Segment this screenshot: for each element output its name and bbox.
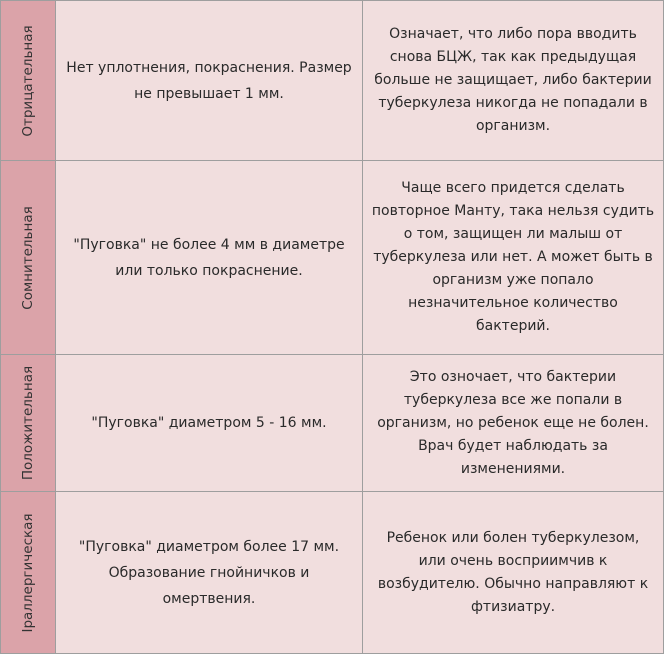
reaction-meaning: Чаще всего придется сделать повторное Манту, така нельзя судить о том, защищен ли малыш от туберкулеза или нет. А может быть в организм уже попало незначительное количество бактерий.	[363, 161, 664, 355]
table-row	[1, 1, 664, 161]
result-type-label: Іраллергическая	[20, 512, 36, 633]
result-type-cell	[1, 1, 56, 161]
reaction-description: "Пуговка" диаметром 5 - 16 мм.	[56, 355, 363, 492]
result-type-cell	[1, 355, 56, 492]
reaction-description: "Пуговка" диаметром более 17 мм. Образование гнойничков и омертвения.	[56, 492, 363, 654]
reaction-meaning: Ребенок или болен туберкулезом, или очень восприимчив к возбудителю. Обычно направляют к фтизиатру.	[363, 492, 664, 654]
result-type-label: Положительная	[20, 365, 36, 481]
result-type-cell	[1, 492, 56, 654]
reaction-meaning: Означает, что либо пора вводить снова БЦЖ, так как предыдущая больше не защищает, либо бактерии туберкулеза никогда не попадали в организм.	[363, 1, 664, 161]
result-type-cell	[1, 161, 56, 355]
table-row	[1, 492, 664, 654]
table-row	[1, 355, 664, 492]
reaction-description: "Пуговка" не более 4 мм в диаметре или только покраснение.	[56, 161, 363, 355]
result-type-label: Сомнительная	[20, 205, 36, 310]
reaction-meaning: Это озночает, что бактерии туберкулеза все же попали в организм, но ребенок еще не болен. Врач будет наблюдать за изменениями.	[363, 355, 664, 492]
result-type-label: Отрицательная	[20, 24, 36, 137]
table-row	[1, 161, 664, 355]
reaction-description: Нет уплотнения, покраснения. Размер не превышает 1 мм.	[56, 1, 363, 161]
